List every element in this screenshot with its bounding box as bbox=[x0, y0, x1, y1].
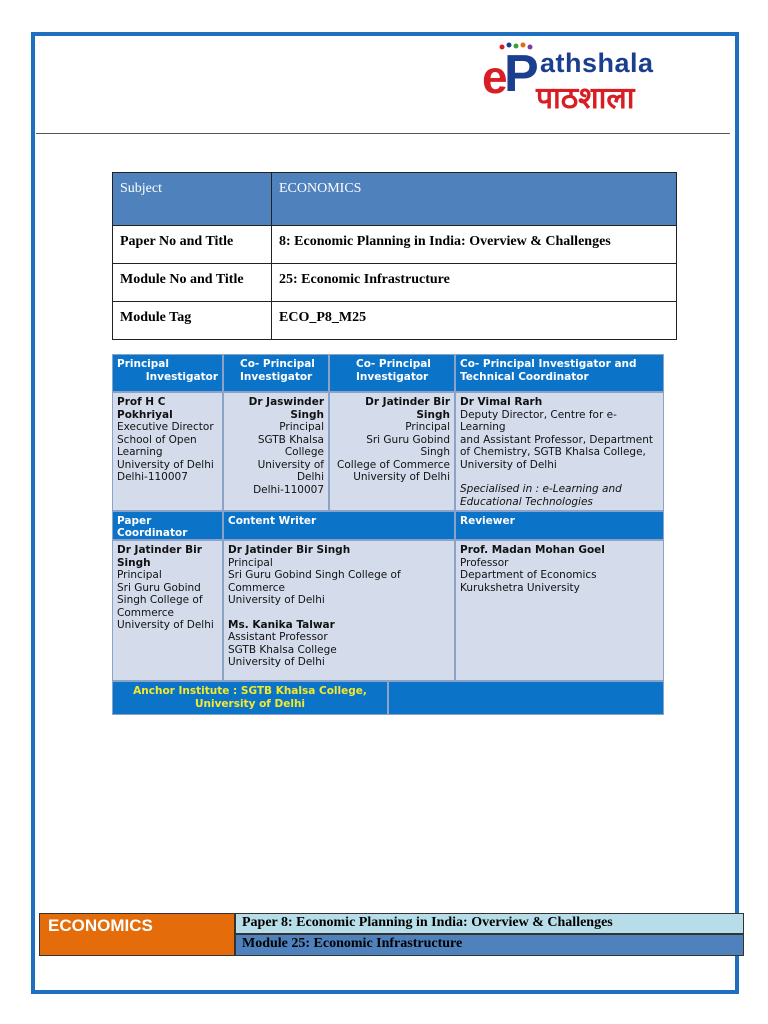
copi3-line: University of Delhi bbox=[460, 458, 557, 471]
reviewer-line: Professor bbox=[460, 556, 509, 569]
copi3-name: Dr Vimal Rarh bbox=[460, 396, 543, 408]
paper-coord-header-line: Paper bbox=[117, 515, 152, 527]
module-key: Module No and Title bbox=[113, 264, 272, 302]
copi1-line: SGTB Khalsa bbox=[257, 433, 324, 446]
copi1-header-line: Investigator bbox=[240, 370, 313, 383]
copi3-line: of Chemistry, SGTB Khalsa College, bbox=[460, 446, 646, 458]
copi2-line: Sri Guru Gobind Singh bbox=[366, 433, 450, 458]
table-row bbox=[113, 264, 677, 302]
writer1-name: Dr Jatinder Bir Singh bbox=[228, 544, 351, 556]
page-footer bbox=[39, 913, 744, 956]
copi1-name: Dr Jaswinder bbox=[248, 396, 324, 408]
reviewer-line: Department of Economics bbox=[460, 569, 597, 581]
pi-line: Delhi-110007 bbox=[117, 471, 188, 483]
pi-line: University of Delhi bbox=[117, 458, 214, 471]
credits-table bbox=[112, 354, 664, 715]
footer-subject-box bbox=[39, 913, 235, 956]
copi1-line: Delhi-110007 bbox=[253, 483, 324, 496]
copi3-cell bbox=[455, 392, 664, 511]
copi1-name: Singh bbox=[290, 408, 324, 421]
content-writer-cell bbox=[223, 540, 455, 681]
copi1-line: College bbox=[284, 446, 324, 458]
table-row bbox=[113, 226, 677, 264]
anchor-line: Anchor Institute : SGTB Khalsa College, bbox=[133, 685, 367, 697]
paper-coord-cell bbox=[112, 540, 223, 681]
pi-header bbox=[112, 354, 223, 392]
pi-line: Learning bbox=[117, 446, 163, 458]
copi2-line: College of Commerce bbox=[337, 458, 450, 471]
reviewer-cell bbox=[455, 540, 664, 681]
logo-brand-hindi: पाठशाला bbox=[536, 81, 635, 116]
writer1-line: Commerce bbox=[228, 581, 285, 594]
paper-key: Paper No and Title bbox=[113, 226, 272, 264]
writer2-line: University of Delhi bbox=[228, 656, 325, 668]
copi1-line: University of Delhi bbox=[257, 458, 324, 483]
pi-header-line: Principal bbox=[117, 358, 169, 370]
content-writer-header bbox=[223, 511, 455, 540]
module-tag-value: ECO_P8_M25 bbox=[272, 302, 677, 340]
copi3-header bbox=[455, 354, 664, 392]
paper-value: 8: Economic Planning in India: Overview & Challenges bbox=[272, 226, 677, 264]
copi2-cell bbox=[329, 392, 455, 511]
footer-module: Module 25: Economic Infrastructure bbox=[242, 936, 463, 951]
copi3-header-line: Co- Principal Investigator and bbox=[460, 358, 637, 370]
module-tag-key: Module Tag bbox=[113, 302, 272, 340]
paper-coord-header-line: Coordinator bbox=[117, 527, 188, 539]
content-writer-header-text: Content Writer bbox=[228, 515, 317, 527]
logo-e: e bbox=[482, 51, 508, 103]
copi1-header bbox=[223, 354, 329, 392]
paper-coord-name: Singh bbox=[117, 556, 151, 569]
footer-module-box bbox=[235, 934, 744, 956]
copi2-header-line: Investigator bbox=[356, 370, 429, 383]
copi2-header bbox=[329, 354, 455, 392]
module-value: 25: Economic Infrastructure bbox=[272, 264, 677, 302]
paper-coord-line: University of Delhi bbox=[117, 619, 214, 631]
copi1-line: Principal bbox=[279, 421, 324, 433]
reviewer-header-text: Reviewer bbox=[460, 515, 515, 527]
writer2-line: SGTB Khalsa College bbox=[228, 643, 337, 656]
subject-table bbox=[112, 172, 677, 340]
table-row bbox=[113, 173, 677, 226]
writer2-name: Ms. Kanika Talwar bbox=[228, 618, 335, 631]
paper-coord-line: Sri Guru Gobind bbox=[117, 581, 201, 594]
reviewer-line: Kurukshetra University bbox=[460, 581, 580, 594]
copi2-header-line: Co- Principal bbox=[356, 358, 431, 370]
copi2-name: Dr Jatinder Bir Singh bbox=[365, 396, 450, 421]
copi3-line: and Assistant Professor, Department bbox=[460, 433, 653, 446]
pi-line: School of Open bbox=[117, 433, 197, 446]
logo-brand-latin: athshala bbox=[540, 48, 654, 78]
subject-value: ECONOMICS bbox=[272, 173, 677, 226]
footer-paper-box bbox=[235, 913, 744, 934]
paper-coord-name: Dr Jatinder Bir bbox=[117, 544, 202, 556]
reviewer-header bbox=[455, 511, 664, 540]
footer-subject: ECONOMICS bbox=[48, 916, 153, 935]
epathshala-logo bbox=[480, 42, 710, 116]
copi1-cell bbox=[223, 392, 329, 511]
paper-coord-line: Commerce bbox=[117, 606, 174, 619]
anchor-empty-cell bbox=[388, 681, 664, 715]
copi2-line: Principal bbox=[405, 421, 450, 433]
pi-line: Executive Director bbox=[117, 421, 214, 433]
footer-paper: Paper 8: Economic Planning in India: Overview & Challenges bbox=[242, 915, 613, 930]
reviewer-name: Prof. Madan Mohan Goel bbox=[460, 544, 605, 556]
copi3-specialised: Specialised in : e-Learning and bbox=[460, 483, 622, 495]
writer1-line: Principal bbox=[228, 556, 273, 569]
spacer bbox=[228, 607, 450, 619]
pi-header-line: Investigator bbox=[145, 370, 218, 383]
writer1-line: Sri Guru Gobind Singh College of bbox=[228, 569, 401, 581]
writer1-line: University of Delhi bbox=[228, 594, 325, 606]
logo-p: P bbox=[504, 45, 539, 103]
subject-key: Subject bbox=[113, 173, 272, 226]
table-row bbox=[113, 302, 677, 340]
header-divider bbox=[36, 133, 730, 134]
pi-cell bbox=[112, 392, 223, 511]
copi3-specialised: Educational Technologies bbox=[460, 495, 593, 508]
paper-coord-line: Principal bbox=[117, 569, 162, 581]
paper-coord-header bbox=[112, 511, 223, 540]
paper-coord-line: Singh College of bbox=[117, 594, 203, 606]
writer2-line: Assistant Professor bbox=[228, 631, 328, 643]
pi-name: Prof H C bbox=[117, 396, 166, 408]
pi-name: Pokhriyal bbox=[117, 408, 173, 421]
anchor-line: University of Delhi bbox=[194, 697, 306, 710]
copi3-line: Deputy Director, Centre for e-Learning bbox=[460, 408, 617, 433]
anchor-institute bbox=[112, 681, 388, 715]
spacer bbox=[460, 471, 659, 483]
copi1-header-line: Co- Principal bbox=[240, 358, 315, 370]
copi3-header-line: Technical Coordinator bbox=[460, 370, 589, 383]
copi2-line: University of Delhi bbox=[353, 471, 450, 483]
